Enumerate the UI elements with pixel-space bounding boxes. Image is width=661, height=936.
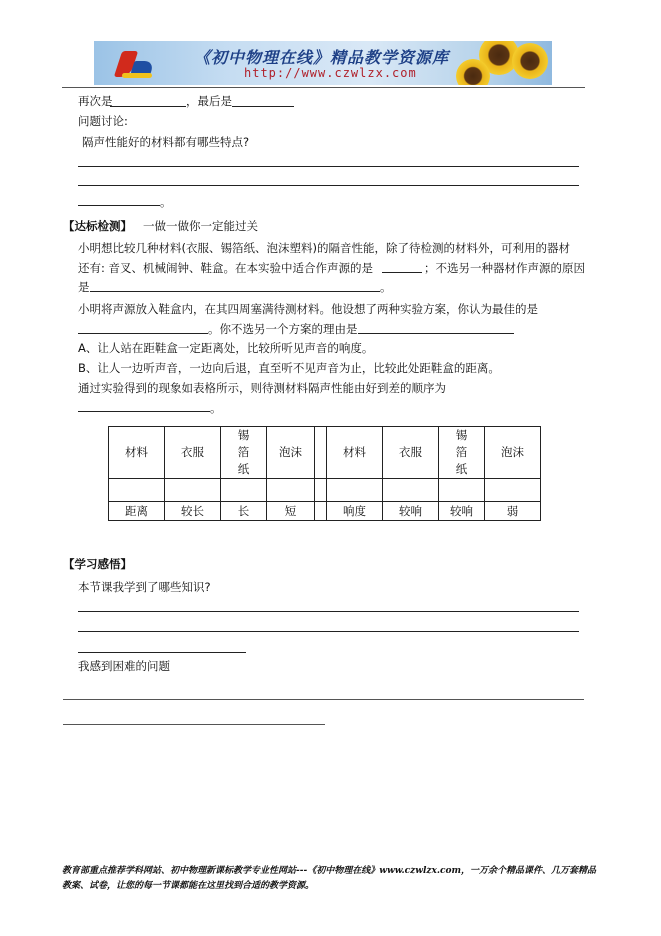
answer-line[interactable] bbox=[78, 166, 579, 167]
period: 。 bbox=[160, 195, 172, 209]
table-cell: 锡箔纸 bbox=[221, 427, 267, 479]
table-cell bbox=[221, 479, 267, 502]
table-gap-cell bbox=[315, 479, 327, 502]
table-cell bbox=[267, 479, 315, 502]
sunflower-icon bbox=[456, 59, 490, 85]
table-cell: 较响 bbox=[383, 502, 439, 521]
table-cell: 锡箔纸 bbox=[439, 427, 485, 479]
table-cell: 衣服 bbox=[383, 427, 439, 479]
header-banner bbox=[94, 41, 552, 85]
reflection-question: 本节课我学到了哪些知识? bbox=[78, 580, 211, 594]
table-cell: 泡沫 bbox=[485, 427, 541, 479]
question-text: 是 bbox=[78, 280, 90, 294]
table-cell: 较响 bbox=[439, 502, 485, 521]
question-text: 通过实验得到的现象如表格所示，则待测材料隔声性能由好到差的顺序为 bbox=[78, 381, 446, 395]
header-rule bbox=[62, 87, 585, 88]
table-cell: 弱 bbox=[485, 502, 541, 521]
answer-line[interactable] bbox=[63, 724, 325, 725]
question-text: 小明将声源放入鞋盒内，在其四周塞满待测材料。他设想了两种实验方案，你认为最佳的是 bbox=[78, 302, 538, 316]
answer-blank[interactable] bbox=[78, 205, 160, 206]
table-cell: 距离 bbox=[109, 502, 165, 521]
answer-line[interactable] bbox=[78, 185, 579, 186]
sunflower-icon bbox=[512, 43, 548, 79]
table-gap-cell bbox=[315, 502, 327, 521]
again-label: 再次是 bbox=[78, 94, 113, 108]
table-cell: 较长 bbox=[165, 502, 221, 521]
answer-blank[interactable] bbox=[90, 291, 380, 292]
table-cell bbox=[327, 479, 383, 502]
table-row bbox=[109, 502, 541, 521]
results-table bbox=[108, 426, 541, 521]
table-cell: 泡沫 bbox=[267, 427, 315, 479]
table-cell: 长 bbox=[221, 502, 267, 521]
logo-icon-part bbox=[122, 73, 152, 78]
table-cell: 衣服 bbox=[165, 427, 221, 479]
difficulty-label: 我感到困难的问题 bbox=[78, 659, 170, 673]
section-heading-test: 【达标检测】 bbox=[63, 219, 132, 233]
answer-line[interactable] bbox=[78, 631, 579, 632]
section-subheading: 一做一做你一定能过关 bbox=[143, 219, 258, 233]
last-label: ，最后是 bbox=[186, 94, 232, 108]
table-cell bbox=[109, 479, 165, 502]
table-row bbox=[109, 479, 541, 502]
answer-blank[interactable] bbox=[232, 106, 294, 107]
option-a: A、让人站在距鞋盒一定距离处，比较所听见声音的响度。 bbox=[78, 341, 374, 355]
table-cell bbox=[439, 479, 485, 502]
table-cell bbox=[165, 479, 221, 502]
answer-blank[interactable] bbox=[78, 411, 210, 412]
section-heading-reflection: 【学习感悟】 bbox=[63, 557, 132, 571]
question-text: 。你不选另一个方案的理由是 bbox=[208, 322, 358, 336]
table-cell: 材料 bbox=[109, 427, 165, 479]
answer-line[interactable] bbox=[78, 611, 579, 612]
answer-blank[interactable] bbox=[358, 333, 514, 334]
answer-line[interactable] bbox=[63, 699, 584, 700]
table-cell bbox=[383, 479, 439, 502]
footer-note: 教育部重点推荐学科网站、初中物理新课标教学专业性网站---《初中物理在线》www.czwlzx.com，一万余个精品课件、几万套精品教案、试卷，让您的每一节课都能在这里找到合适的教学资源。 bbox=[62, 866, 597, 891]
table-cell: 短 bbox=[267, 502, 315, 521]
table-row bbox=[109, 427, 541, 479]
table-cell bbox=[485, 479, 541, 502]
discussion-label: 问题讨论: bbox=[78, 114, 128, 128]
banner-url[interactable]: http://www.czwlzx.com bbox=[244, 66, 417, 80]
period: 。 bbox=[210, 401, 222, 415]
answer-blank[interactable] bbox=[78, 652, 246, 653]
banner-title: 《初中物理在线》精品教学资源库 bbox=[194, 48, 450, 67]
question-text: ；不选另一种器材作声源的原因 bbox=[424, 261, 585, 275]
table-cell: 响度 bbox=[327, 502, 383, 521]
question-text: 小明想比较几种材料(衣服、锡箔纸、泡沫塑料)的隔音性能，除了待检测的材料外，可利用的器材 bbox=[78, 241, 570, 255]
answer-blank[interactable] bbox=[110, 106, 186, 107]
table-cell: 材料 bbox=[327, 427, 383, 479]
answer-blank[interactable] bbox=[78, 333, 208, 334]
option-b: B、让人一边听声音，一边向后退，直至听不见声音为止，比较此处距鞋盒的距离。 bbox=[78, 361, 500, 375]
question-text: 还有: 音叉、机械闹钟、鞋盒。在本实验中适合作声源的是 bbox=[78, 261, 374, 275]
table-gap-cell bbox=[315, 427, 327, 479]
answer-blank[interactable] bbox=[382, 272, 422, 273]
period: 。 bbox=[380, 280, 392, 294]
discussion-question: 隔声性能好的材料都有哪些特点? bbox=[82, 135, 250, 149]
